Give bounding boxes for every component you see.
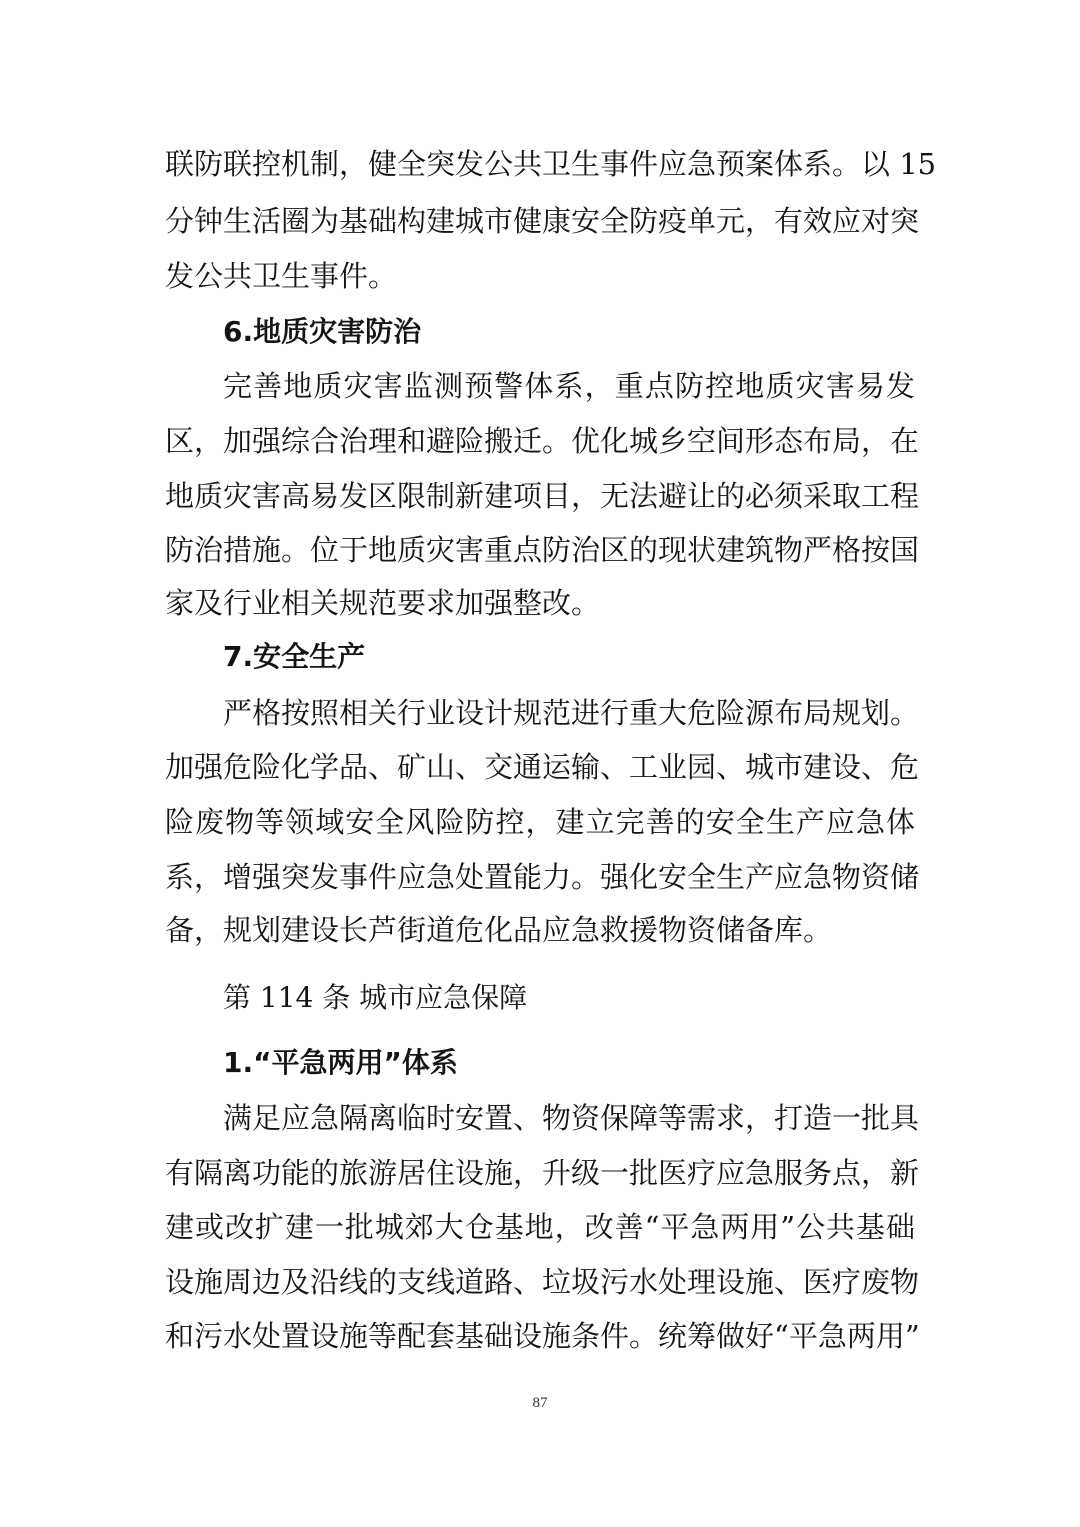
paragraph-line: 有隔离功能的旅游居住设施，升级一批医疗应急服务点，新 (165, 1156, 920, 1190)
page-number: 87 (532, 1395, 548, 1411)
paragraph-line: 发公共卫生事件。 (165, 259, 398, 293)
paragraph-line: 加强危险化学品、矿山、交通运输、工业园、城市建设、危 (165, 750, 920, 784)
paragraph-line: 地质灾害高易发区限制新建项目，无法避让的必须采取工程 (165, 479, 920, 513)
paragraph-line: 系，增强突发事件应急处置能力。强化安全生产应急物资储 (165, 860, 920, 894)
paragraph-line: 防治措施。位于地质灾害重点防治区的现状建筑物严格按国 (165, 533, 920, 567)
paragraph-line: 完善地质灾害监测预警体系，重点防控地质灾害易发 (223, 369, 915, 403)
paragraph-line: 满足应急隔离临时安置、物资保障等需求，打造一批具 (223, 1101, 920, 1135)
paragraph-line: 严格按照相关行业设计规范进行重大危险源布局规划。 (223, 696, 920, 730)
paragraph-line: 分钟生活圈为基础构建城市健康安全防疫单元，有效应对突 (165, 204, 920, 238)
paragraph-line: 险废物等领域安全风险防控，建立完善的安全生产应急体 (165, 805, 915, 839)
section-heading-1: 1.“平急两用”体系 (223, 1046, 458, 1079)
paragraph-line: 联防联控机制，健全突发公共卫生事件应急预案体系。以 15 (165, 147, 937, 181)
article-heading-114: 第 114 条 城市应急保障 (223, 981, 528, 1014)
paragraph-line: 设施周边及沿线的支线道路、垃圾污水处理设施、医疗废物 (165, 1265, 920, 1299)
paragraph-line: 和污水处置设施等配套基础设施条件。统筹做好“平急两用” (165, 1319, 920, 1353)
paragraph-line: 区，加强综合治理和避险搬迁。优化城乡空间形态布局，在 (165, 424, 920, 458)
section-heading-6: 6.地质灾害防治 (223, 315, 422, 348)
paragraph-line: 家及行业相关规范要求加强整改。 (165, 586, 601, 620)
paragraph-line: 备，规划建设长芦街道危化品应急救援物资储备库。 (165, 913, 833, 947)
paragraph-line: 建或改扩建一批城郊大仓基地，改善“平急两用”公共基础 (165, 1210, 915, 1244)
section-heading-7: 7.安全生产 (223, 640, 366, 673)
